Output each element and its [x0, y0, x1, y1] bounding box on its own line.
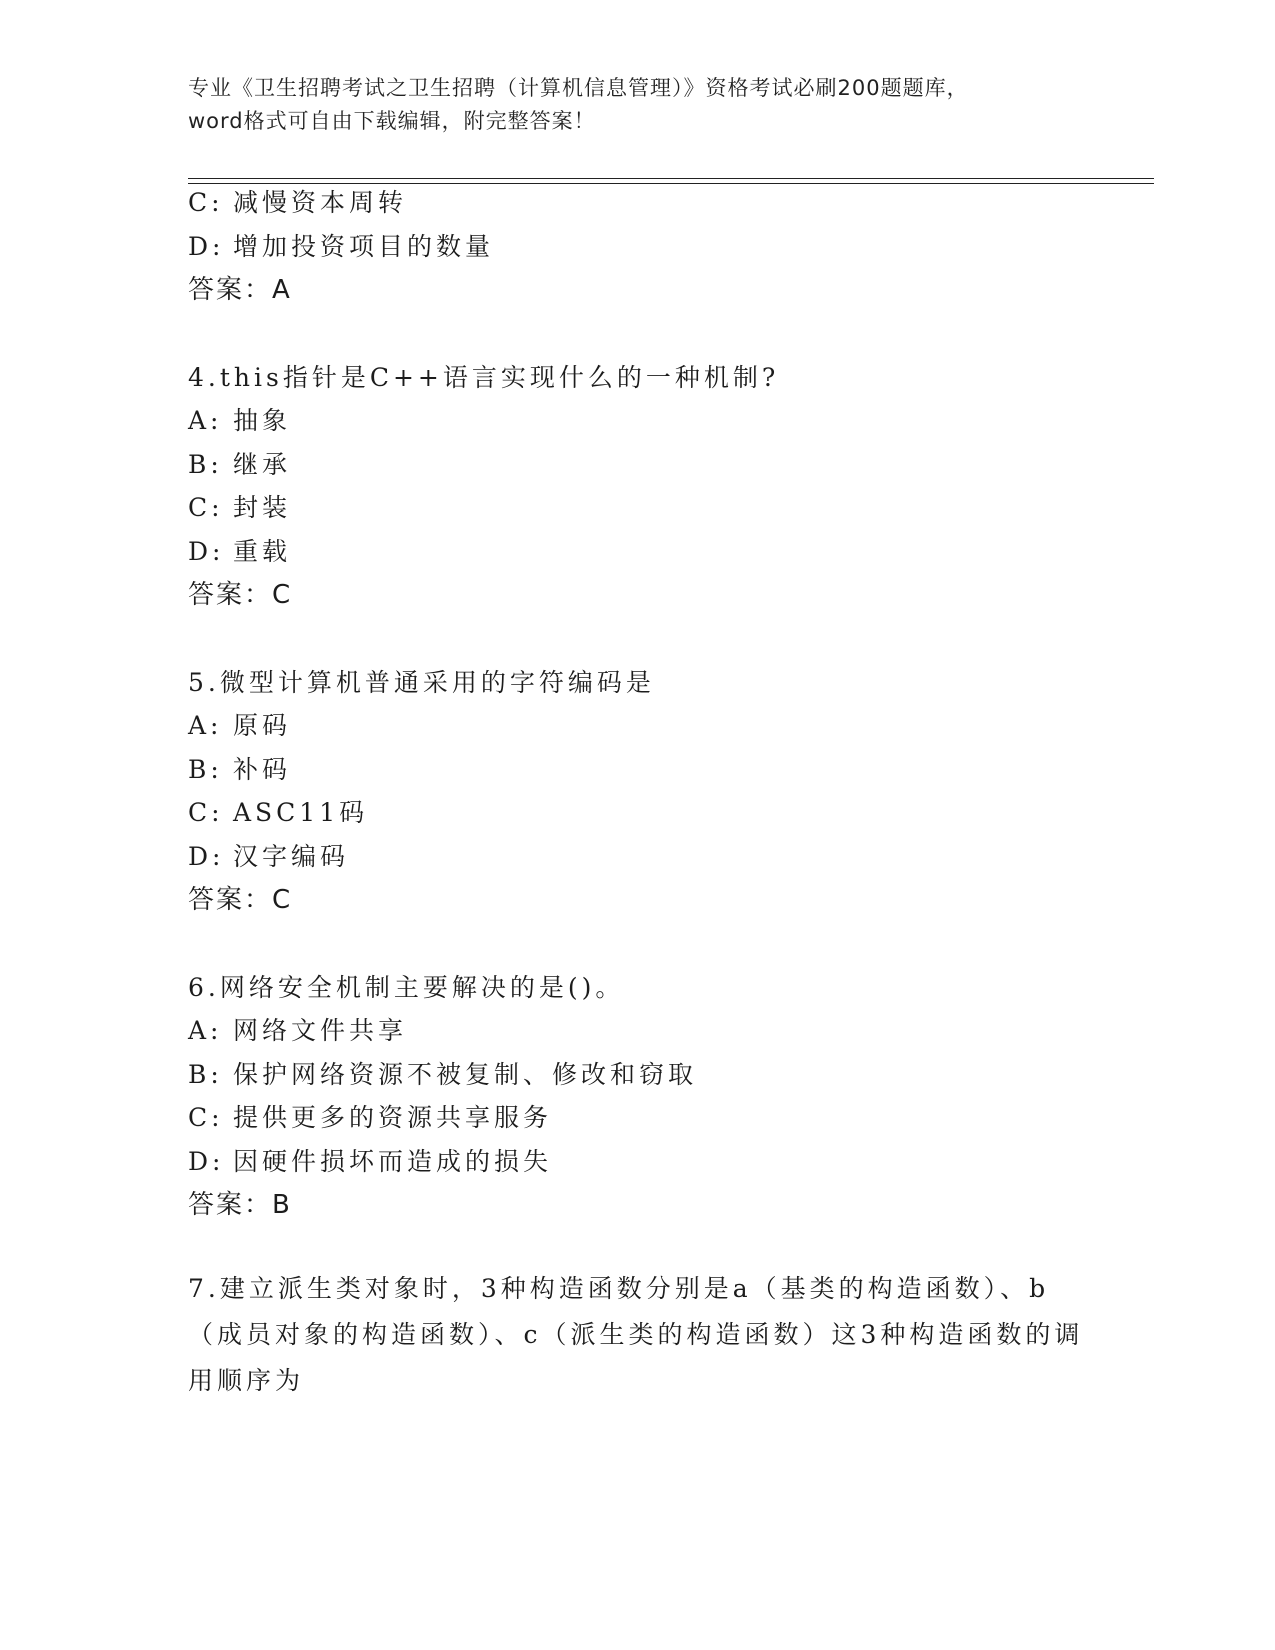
option-label: D:	[188, 1147, 225, 1176]
option-label: C:	[188, 1103, 224, 1132]
option-text: 抽象	[233, 406, 292, 435]
option-text: 提供更多的资源共享服务	[233, 1103, 553, 1132]
option-label: D:	[188, 537, 225, 566]
q4-option-b	[188, 448, 291, 482]
q6-answer: 答案：B	[188, 1190, 292, 1220]
q5-option-b	[188, 753, 291, 787]
option-label: A:	[188, 406, 223, 435]
option-text: 重载	[233, 537, 292, 566]
q4-option-d	[188, 535, 291, 569]
header-title-line-2: word格式可自由下载编辑，附完整答案！	[188, 109, 596, 133]
option-text: 继承	[233, 450, 292, 479]
option-text: 减慢资本周转	[233, 188, 408, 217]
option-label: D:	[188, 232, 225, 261]
q5-answer: 答案：C	[188, 885, 293, 915]
q3-option-c	[188, 186, 407, 220]
option-label: B:	[188, 1060, 223, 1089]
q3-answer: 答案：A	[188, 275, 292, 305]
q4-question: 4.this指针是C++语言实现什么的一种机制?	[188, 363, 780, 392]
q6-question: 6.网络安全机制主要解决的是()。	[188, 973, 625, 1002]
q4-option-a	[188, 404, 291, 438]
q4-option-c	[188, 491, 291, 525]
q7-question: 7.建立派生类对象时，3种构造函数分别是a（基类的构造函数）、b（成员对象的构造函数）、c（派生类的构造函数）这3种构造函数的调用顺序为	[188, 1274, 1084, 1395]
option-text: 增加投资项目的数量	[233, 232, 495, 261]
q5-option-c	[188, 796, 368, 830]
option-label: A:	[188, 711, 223, 740]
option-text: 汉字编码	[233, 842, 350, 871]
option-text: 补码	[233, 755, 292, 784]
q3-option-d	[188, 230, 494, 264]
q4-answer: 答案：C	[188, 580, 293, 610]
option-label: B:	[188, 450, 223, 479]
option-label: B:	[188, 755, 223, 784]
option-label: C:	[188, 493, 224, 522]
option-label: A:	[188, 1016, 223, 1045]
document-header	[188, 72, 1088, 138]
header-divider-top	[188, 178, 1154, 179]
option-text: 网络文件共享	[233, 1016, 408, 1045]
header-divider-bottom	[188, 183, 1154, 184]
q5-question: 5.微型计算机普通采用的字符编码是	[188, 668, 655, 697]
q5-option-d	[188, 840, 349, 874]
option-text: 保护网络资源不被复制、修改和窃取	[233, 1060, 698, 1089]
q6-option-a	[188, 1014, 407, 1048]
option-text: 封装	[233, 493, 292, 522]
q6-option-b	[188, 1058, 697, 1092]
header-title-line-1: 专业《卫生招聘考试之卫生招聘（计算机信息管理）》资格考试必刷200题题库，	[188, 76, 969, 100]
option-label: C:	[188, 188, 224, 217]
option-text: 原码	[233, 711, 292, 740]
q6-option-d	[188, 1145, 552, 1179]
q6-option-c	[188, 1101, 552, 1135]
q5-option-a	[188, 709, 291, 743]
option-text: 因硬件损坏而造成的损失	[233, 1147, 553, 1176]
option-label: C:	[188, 798, 224, 827]
option-label: D:	[188, 842, 225, 871]
option-text: ASC11码	[233, 798, 369, 827]
